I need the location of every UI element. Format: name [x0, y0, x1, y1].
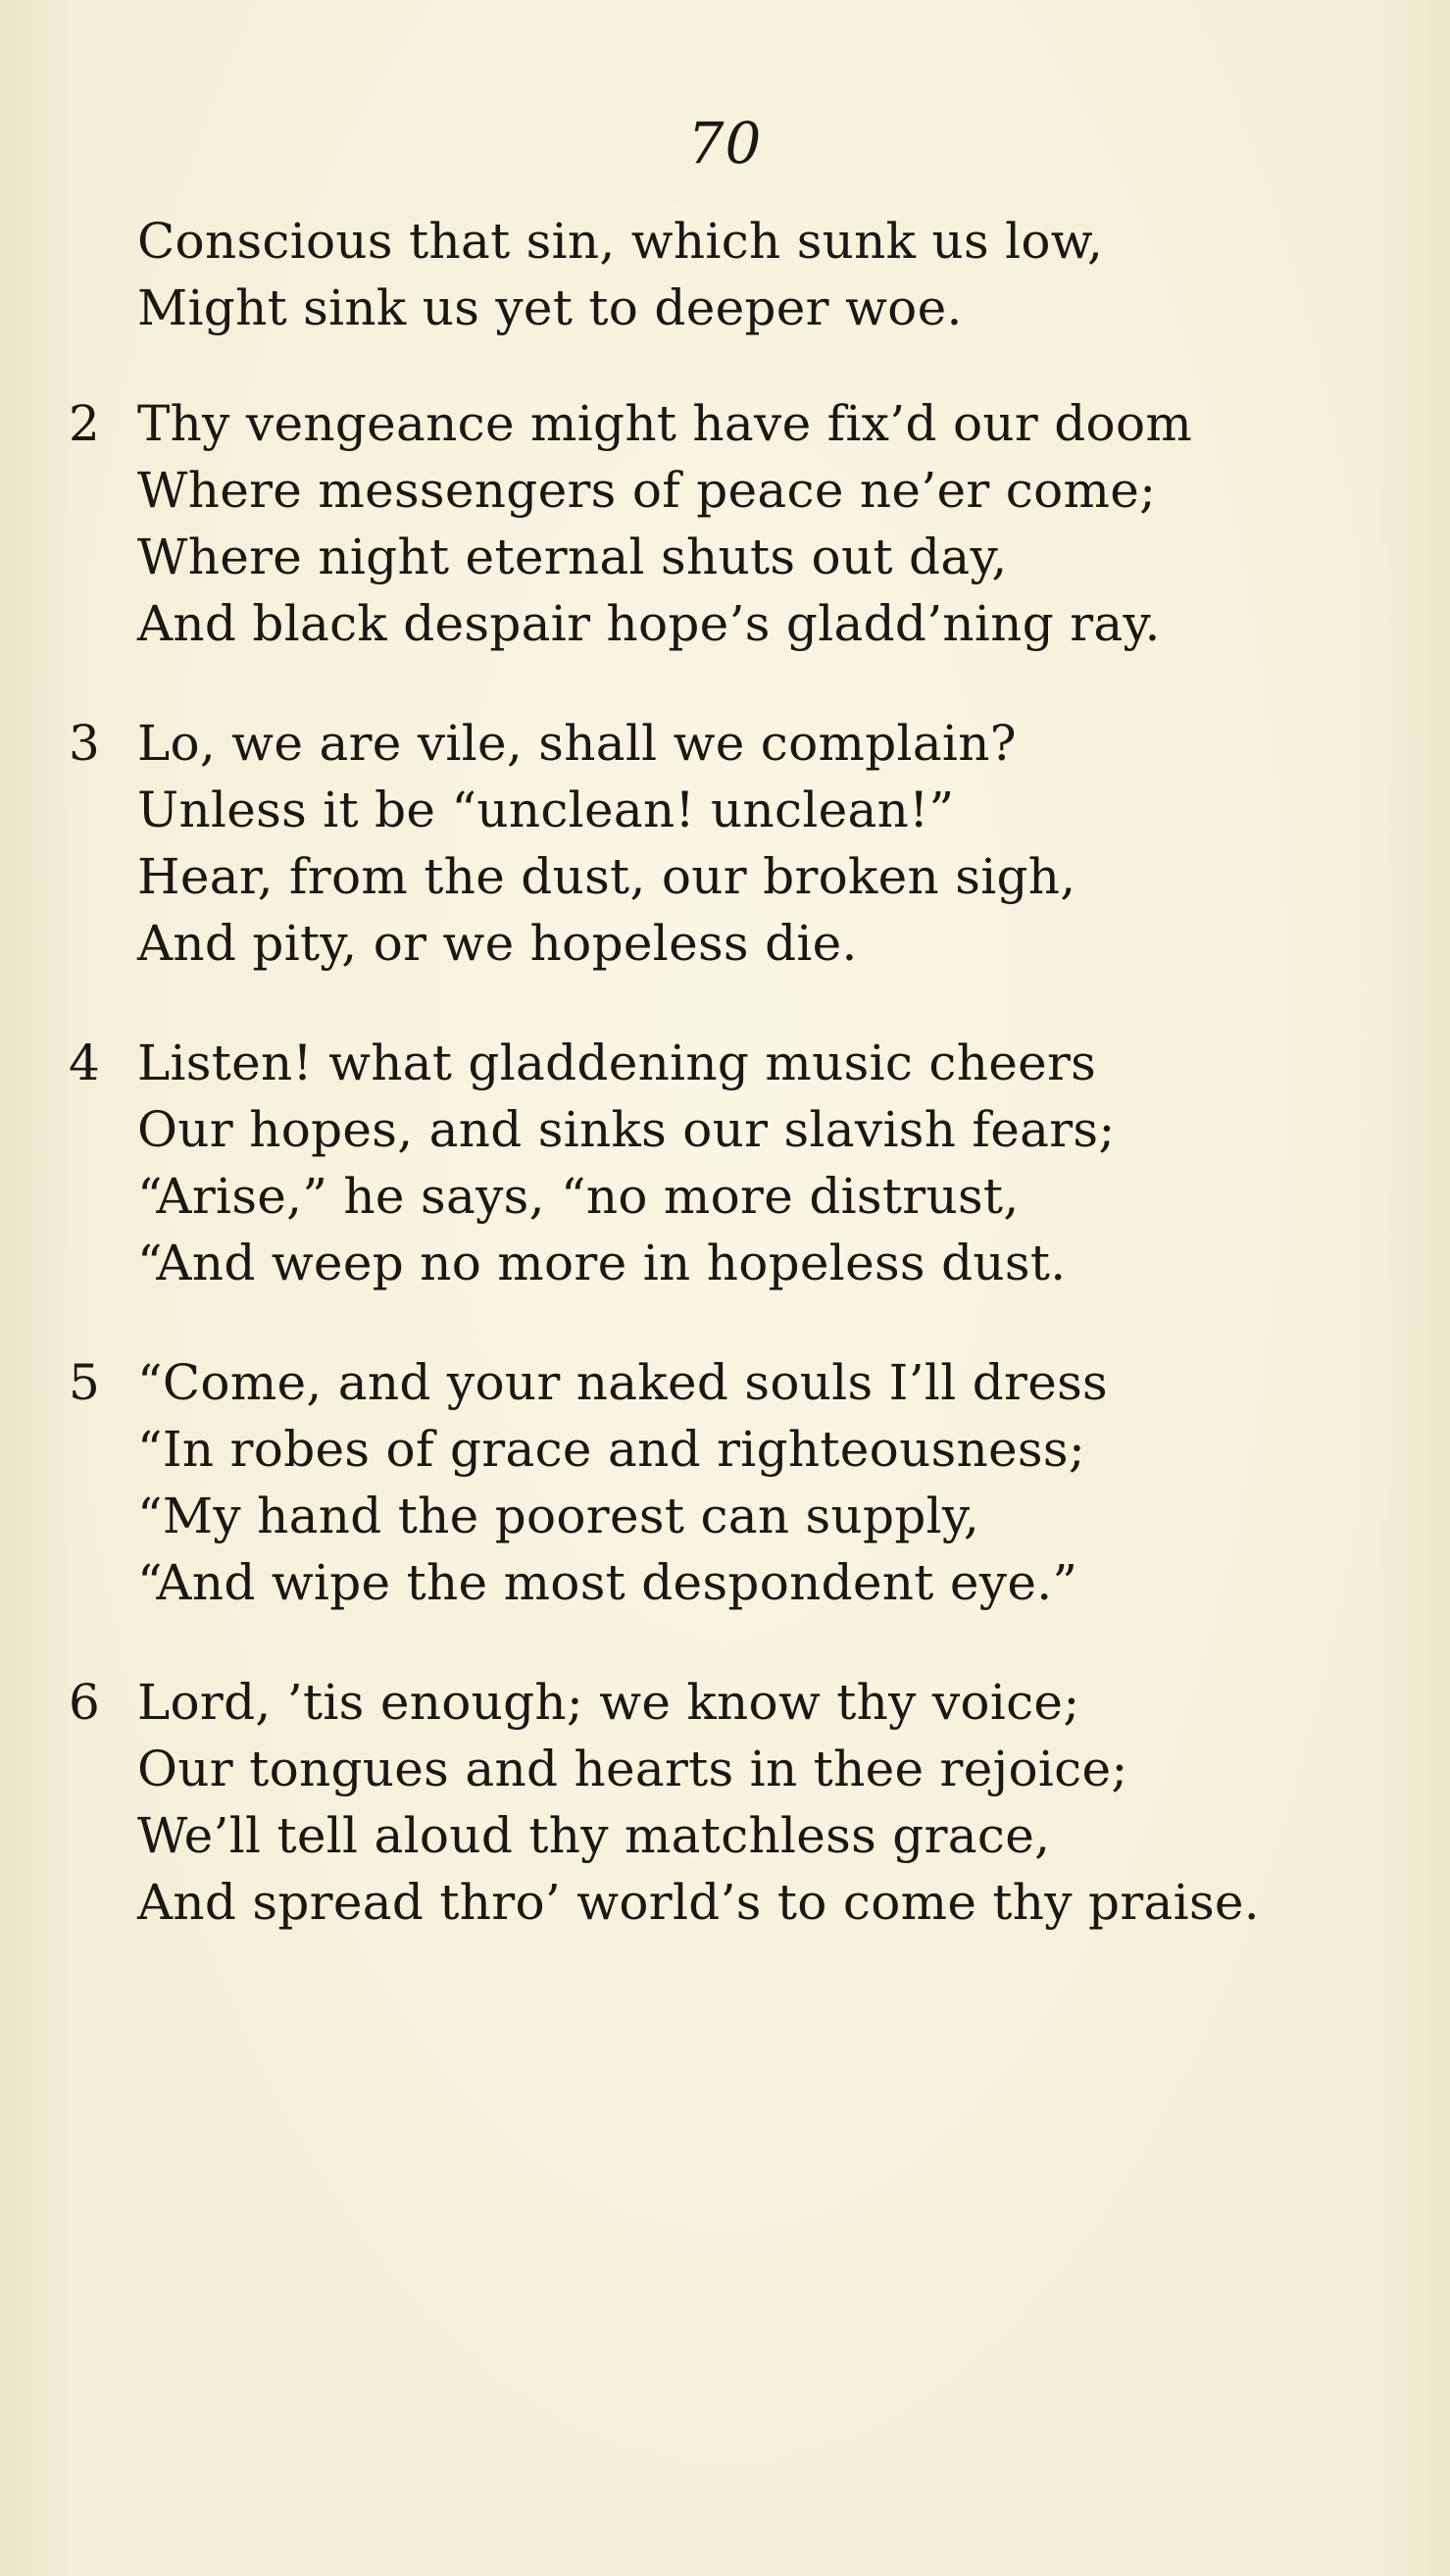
- verse-line: Hear, from the dust, our broken sigh,: [137, 848, 1076, 905]
- verse-line: Our tongues and hearts in thee rejoice;: [137, 1741, 1128, 1797]
- stanza-5: [69, 1349, 1392, 1616]
- verse-line: Where messengers of peace ne’er come;: [137, 462, 1157, 519]
- stanza-2: [69, 390, 1392, 657]
- hymn-text: [69, 208, 1392, 1989]
- stanza-number: 5: [69, 1354, 100, 1411]
- stanza-6: [69, 1669, 1392, 1936]
- stanza-3: [69, 710, 1392, 977]
- stanza-number: 3: [69, 715, 100, 772]
- verse-line: “In robes of grace and righteousness;: [137, 1421, 1085, 1478]
- verse-line: “And wipe the most despondent eye.”: [137, 1554, 1078, 1611]
- page-number: 70: [687, 110, 763, 177]
- stanza-number: 4: [69, 1035, 100, 1091]
- verse-line: Where night eternal shuts out day,: [137, 529, 1008, 585]
- stanza-4: [69, 1030, 1392, 1296]
- stanza-continuation: [69, 208, 1392, 341]
- verse-line: And spread thro’ world’s to come thy praise.: [137, 1874, 1260, 1931]
- verse-line: And black despair hope’s gladd’ning ray.: [137, 595, 1161, 652]
- verse-line: We’ll tell aloud thy matchless grace,: [137, 1807, 1051, 1864]
- verse-line: Lo, we are vile, shall we complain?: [137, 715, 1017, 772]
- verse-line: “Come, and your naked souls I’ll dress: [137, 1354, 1109, 1411]
- stanza-number: 6: [69, 1674, 100, 1731]
- verse-line: Lord, ’tis enough; we know thy voice;: [137, 1674, 1080, 1731]
- verse-line: “My hand the poorest can supply,: [137, 1488, 980, 1544]
- verse-line: Our hopes, and sinks our slavish fears;: [137, 1101, 1116, 1158]
- stanza-number: 2: [69, 395, 100, 452]
- verse-line: Listen! what gladdening music cheers: [137, 1035, 1097, 1091]
- verse-line: Thy vengeance might have fix’d our doom: [137, 395, 1193, 452]
- verse-line: “And weep no more in hopeless dust.: [137, 1235, 1067, 1291]
- verse-line: Unless it be “unclean! unclean!”: [137, 782, 955, 838]
- verse-line: “Arise,” he says, “no more distrust,: [137, 1168, 1020, 1225]
- verse-line: Might sink us yet to deeper woe.: [137, 279, 963, 336]
- verse-line: Conscious that sin, which sunk us low,: [137, 213, 1104, 270]
- verse-line: And pity, or we hopeless die.: [137, 915, 858, 972]
